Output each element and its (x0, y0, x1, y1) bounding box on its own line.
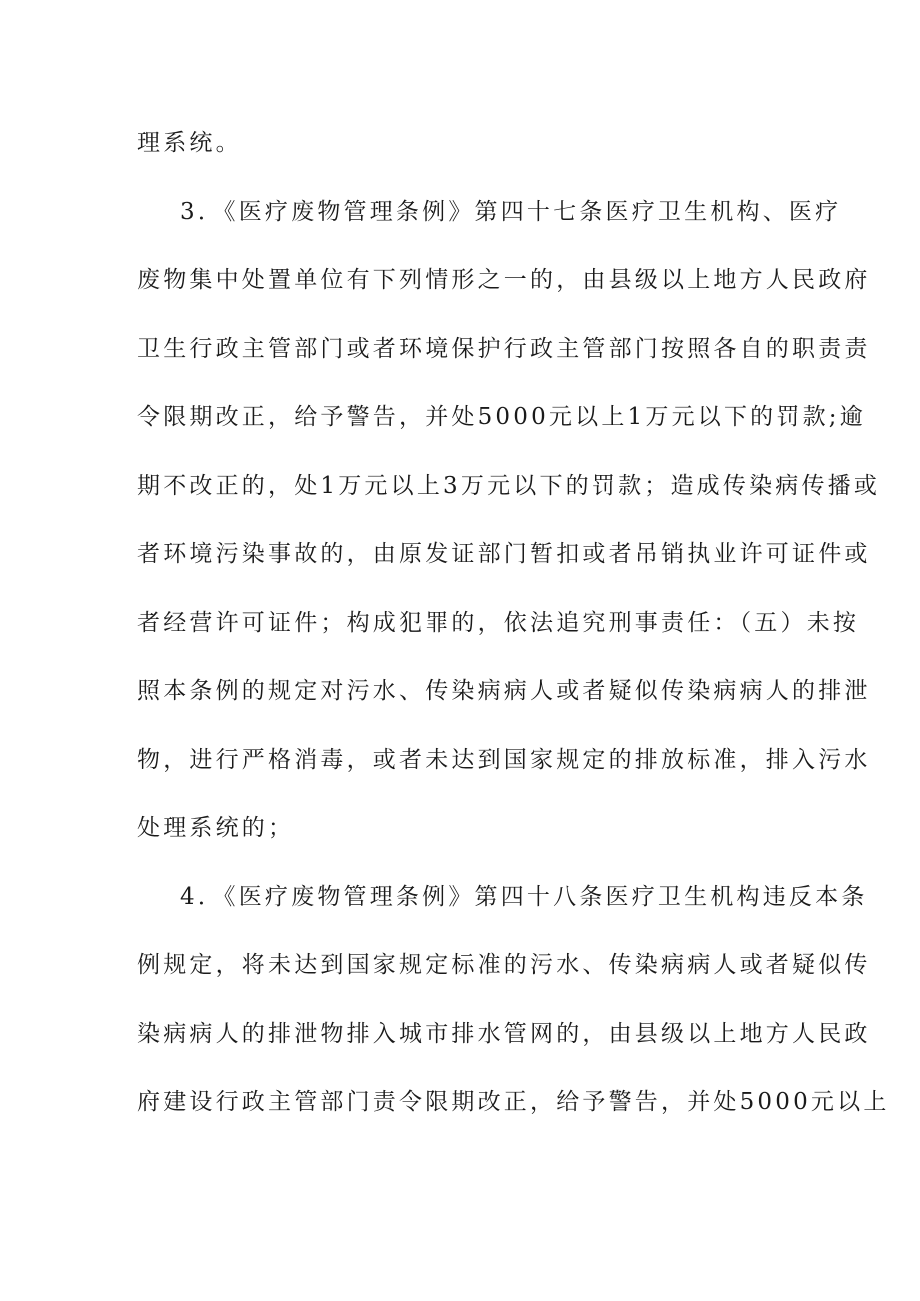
text-line: 染病病人的排泄物排入城市排水管网的，由县级以上地方人民政 (137, 1021, 871, 1047)
text-line: 令限期改正，给予警告，并处5000元以上1万元以下的罚款;逾 (137, 404, 866, 430)
text-line: 者经营许可证件；构成犯罪的，依法追究刑事责任：（五）未按 (137, 610, 860, 636)
text-line: 处理系统的； (137, 815, 295, 841)
text-line: 理系统。 (137, 130, 242, 156)
text-line: 物，进行严格消毒，或者未达到国家规定的排放标准，排入污水 (137, 747, 871, 773)
text-line: 废物集中处置单位有下列情形之一的，由县级以上地方人民政府 (137, 267, 871, 293)
text-line: 府建设行政主管部门责令限期改正，给予警告，并处5000元以上 (137, 1089, 890, 1115)
text-line: 3．《医疗废物管理条例》第四十七条医疗卫生机构、医疗 (180, 199, 842, 225)
text-line: 期不改正的，处1万元以上3万元以下的罚款；造成传染病传播或 (137, 473, 881, 499)
text-line: 例规定，将未达到国家规定标准的污水、传染病病人或者疑似传 (137, 952, 871, 978)
text-line: 者环境污染事故的，由原发证部门暂扣或者吊销执业许可证件或 (137, 541, 871, 567)
text-line: 4．《医疗废物管理条例》第四十八条医疗卫生机构违反本条 (180, 884, 868, 910)
text-line: 卫生行政主管部门或者环境保护行政主管部门按照各自的职责责 (137, 336, 871, 362)
text-line: 照本条例的规定对污水、传染病病人或者疑似传染病病人的排泄 (137, 678, 871, 704)
